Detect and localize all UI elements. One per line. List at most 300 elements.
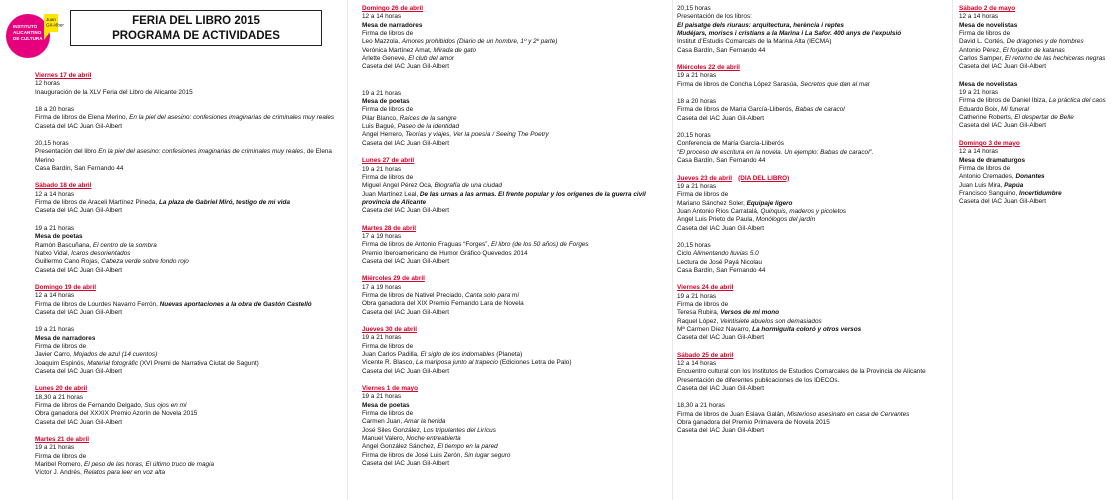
schedule-line <box>959 114 1116 122</box>
schedule-line <box>677 402 947 410</box>
text-span: 19 a 21 horas <box>35 326 75 334</box>
schedule-line <box>35 309 345 317</box>
text-span: Caseta del IAC Juan Gil-Albert <box>677 385 765 393</box>
spacer <box>677 166 947 175</box>
text-span: Javier Carro, <box>35 351 74 359</box>
day-heading <box>362 385 670 393</box>
text-span: Misterioso asesinato en casa de Cervantes <box>787 410 910 418</box>
text-span: Caseta del IAC Juan Gil-Albert <box>362 257 450 265</box>
schedule-line <box>677 149 947 157</box>
schedule-column-3 <box>677 5 947 500</box>
schedule-line <box>677 183 947 191</box>
text-span: Ángel González Sánchez, <box>362 443 438 451</box>
text-span: 17 a 19 horas <box>362 232 402 240</box>
text-span: Ángel Herrero, <box>362 131 406 139</box>
spacer <box>959 72 1116 81</box>
day-heading <box>677 175 947 183</box>
text-span: Raíces de la sangre <box>399 114 457 122</box>
schedule-line <box>959 63 1116 71</box>
logo-text-right-2: Gil-Albert <box>46 22 64 28</box>
schedule-line <box>677 419 947 427</box>
text-span: El club del amor <box>408 55 455 63</box>
schedule-line <box>35 301 345 309</box>
schedule-line <box>35 106 345 114</box>
text-span: 19 a 21 horas <box>35 444 75 452</box>
schedule-line <box>677 47 947 55</box>
text-span: Firma de libros de José Luis Zerón, <box>362 451 464 459</box>
text-span: Firma de libros de <box>362 173 414 181</box>
text-span: Merino <box>35 156 55 164</box>
text-span: Babas de caracol <box>795 106 845 114</box>
text-span: Mesa de narradores <box>35 334 96 342</box>
logo-text-left-2: ALICANTINO <box>13 30 42 35</box>
text-span: Antonio Pérez, <box>959 46 1003 54</box>
schedule-line <box>362 199 670 207</box>
text-span: Carmen Juan, <box>362 418 404 426</box>
text-span: (Planeta) <box>494 351 523 359</box>
schedule-line <box>959 122 1116 130</box>
schedule-line <box>35 199 345 207</box>
text-span: Presentación de los libros: <box>677 13 752 21</box>
schedule-line <box>362 343 670 351</box>
text-span: Mesa de dramaturgos <box>959 156 1026 164</box>
text-span: Firma de libros de <box>35 342 87 350</box>
day-note: (DÍA DEL LIBRO) <box>738 174 790 182</box>
text-span: 19 a 21 horas <box>677 182 717 190</box>
text-span: Miguel Ángel Pérez Oca, <box>362 182 435 190</box>
text-span: Casa Bardín, San Fernando 44 <box>677 46 766 54</box>
schedule-line <box>959 89 1116 97</box>
text-span: Catherine Roberts, <box>959 114 1015 122</box>
schedule-line <box>677 38 947 46</box>
spacer <box>35 317 345 326</box>
schedule-line <box>677 106 947 114</box>
text-span: De dragones y de hombres <box>1006 38 1084 46</box>
spacer <box>362 72 670 81</box>
schedule-line <box>677 225 947 233</box>
text-span: Casa Bardín, San Fernando 44 <box>677 157 766 165</box>
schedule-line <box>362 22 670 30</box>
schedule-line <box>362 63 670 71</box>
text-span: Manuel Valero, <box>362 435 407 443</box>
text-span: Mesa de poetas <box>362 401 410 409</box>
text-span: Miércoles 29 de abril <box>362 275 425 283</box>
text-span: En la piel del asesino: confesiones imaginarias de criminales muy reales <box>98 148 304 156</box>
schedule-line <box>35 444 345 452</box>
text-span: Casa Bardín, San Fernando 44 <box>677 266 766 274</box>
text-span: 18,30 a 21 horas <box>677 402 725 410</box>
text-span: Firma de libros de <box>362 410 414 418</box>
text-span: Los tripulantes del Lirícus <box>423 426 496 434</box>
schedule-line <box>35 233 345 241</box>
text-span: Caseta del IAC Juan Gil-Albert <box>677 114 765 122</box>
text-span: Monólogos del jardín <box>755 216 816 224</box>
schedule-line <box>362 443 670 451</box>
spacer <box>959 131 1116 140</box>
day-heading <box>677 64 947 72</box>
schedule-line <box>959 106 1116 114</box>
text-span: Obra ganadora del XXXIX Premio Azorín de Novela 2015 <box>35 410 198 418</box>
text-span: Canta solo para mí <box>465 291 520 299</box>
text-span: Teresa Rubira, <box>677 309 721 317</box>
text-span: Caseta del IAC Juan Gil-Albert <box>959 63 1047 71</box>
text-span: (Ediciones Letra de Palo) <box>497 359 572 367</box>
text-span: Firma de libros de <box>362 106 414 114</box>
schedule-line <box>35 89 345 97</box>
text-span: Mesa de novelistas <box>959 80 1018 88</box>
text-span: Caseta del IAC Juan Gil-Albert <box>35 266 123 274</box>
text-span: Sin lugar seguro <box>463 451 511 459</box>
schedule-line <box>677 242 947 250</box>
day-heading <box>959 5 1116 13</box>
text-span: David L. Cortés, <box>959 38 1007 46</box>
text-span: Amores prohibidos (Diario de un hombre, 1º y 2º parte) <box>401 38 558 46</box>
text-span: Mudéjars, moriscs i cristians a la Marina i La Safor. 400 anys de l’expulsió <box>677 30 902 38</box>
spacer <box>35 376 345 385</box>
spacer <box>35 275 345 284</box>
schedule-line <box>362 55 670 63</box>
text-span: Eduardo Boix, <box>959 105 1001 113</box>
text-span: Sábado 18 de abril <box>35 182 92 190</box>
text-span: Ángel Luis Prieto de Paula, <box>677 216 756 224</box>
day-heading <box>362 326 670 334</box>
day-heading <box>677 284 947 292</box>
schedule-line <box>677 377 947 385</box>
text-span: Luis Bagué, <box>362 123 398 131</box>
schedule-column-1 <box>35 72 345 500</box>
schedule-line <box>35 453 345 461</box>
schedule-line <box>677 13 947 21</box>
text-span: 12 a 14 horas <box>35 190 75 198</box>
column-divider <box>347 0 348 500</box>
schedule-line <box>362 334 670 342</box>
spacer <box>362 317 670 326</box>
text-span: Firma de libros de <box>959 30 1011 38</box>
column-divider <box>672 0 673 500</box>
text-span: Caseta del IAC Juan Gil-Albert <box>35 122 123 130</box>
text-span: 18 a 20 horas <box>677 98 717 106</box>
schedule-line <box>362 47 670 55</box>
schedule-line <box>677 216 947 224</box>
spacer <box>35 131 345 140</box>
schedule-line <box>677 259 947 267</box>
schedule-line <box>35 292 345 300</box>
text-span: Mesa de poetas <box>362 98 410 106</box>
text-span: Versos de mi mono <box>720 309 780 317</box>
schedule-line <box>362 460 670 468</box>
text-span: Domingo 26 de abril <box>362 5 424 12</box>
day-heading <box>959 140 1116 148</box>
schedule-line <box>677 267 947 275</box>
schedule-line <box>677 157 947 165</box>
text-span: 18,30 a 21 horas <box>35 393 83 401</box>
schedule-line <box>362 38 670 46</box>
text-span: “El proceso de escritura en la novela. Un ejemplo: Babas de caracol”. <box>677 148 874 156</box>
text-span: Caseta del IAC Juan Gil-Albert <box>362 139 450 147</box>
schedule-line <box>677 140 947 148</box>
schedule-line <box>959 157 1116 165</box>
day-heading <box>362 5 670 13</box>
day-heading <box>362 225 670 233</box>
text-span: Secretos que dan al mar <box>800 80 870 88</box>
spacer <box>677 123 947 132</box>
schedule-line <box>362 435 670 443</box>
schedule-line <box>959 182 1116 190</box>
text-span: Mirada de gato <box>433 46 477 54</box>
text-span: (XVI Premi de Narrativa Ciutat de Sagunt) <box>138 359 259 367</box>
text-span: Firma de libros de Lourdes Navarro Ferrón, <box>35 300 160 308</box>
schedule-line <box>362 233 670 241</box>
text-span: Relatos para leer en voz alta <box>83 469 166 477</box>
text-span: De las urnas a las armas. El frente popular y los orígenes de la guerra civil <box>419 190 646 198</box>
schedule-line <box>362 284 670 292</box>
text-span: Obra ganadora del Premio Primavera de Novela 2015 <box>677 419 830 427</box>
text-span: Institut d’Estudis Comarcals de la Marina Alta (IECMA) <box>677 38 832 46</box>
schedule-line <box>362 393 670 401</box>
text-span: El peso de las horas, El último truco de magia <box>84 461 215 469</box>
text-span: Paseo de la identidad <box>397 123 460 131</box>
text-span: 19 a 21 horas <box>677 292 717 300</box>
spacer <box>677 343 947 352</box>
text-span: Caseta del IAC Juan Gil-Albert <box>35 207 123 215</box>
day-heading <box>35 182 345 190</box>
schedule-line <box>362 427 670 435</box>
text-span: Firma de libros de <box>362 342 414 350</box>
schedule-line <box>959 30 1116 38</box>
text-span: Ramón Bascuñana, <box>35 241 93 249</box>
schedule-line <box>362 452 670 460</box>
text-span: Sus ojos en mí <box>144 402 187 409</box>
text-span: Caseta del IAC Juan Gil-Albert <box>362 308 450 316</box>
text-span: El siglo de los indomables <box>420 351 495 359</box>
text-span: La plaza de Gabriel Miró, testigo de mi vida <box>158 199 291 207</box>
schedule-line <box>677 301 947 309</box>
text-span: El forjador de katanas <box>1002 46 1065 54</box>
text-span: Premio Iberoamericano de Humor Gráfico Quevedos 2014 <box>362 249 528 257</box>
day-heading <box>35 72 345 80</box>
schedule-line <box>362 182 670 190</box>
text-span: Donantes <box>1015 173 1045 181</box>
text-span: Firma de libros de Juan Eslava Galán, <box>677 410 788 418</box>
text-span: Juan Antonio Ríos Carratalá, <box>677 207 761 215</box>
text-span: Teorías y viajes, Ver la poesía / Seeing The Poetry <box>405 131 549 139</box>
text-span: Alimentando lluvias 5.0 <box>692 250 759 258</box>
schedule-line <box>677 318 947 326</box>
schedule-line <box>362 106 670 114</box>
schedule-line <box>959 198 1116 206</box>
schedule-line <box>35 335 345 343</box>
text-span: Mesa de poetas <box>35 233 83 241</box>
text-span: Juan Luis Mira, <box>959 181 1005 189</box>
schedule-line <box>677 5 947 13</box>
text-span: Francisco Sanguino, <box>959 189 1020 197</box>
text-span: Carlos Samper, <box>959 55 1005 63</box>
logo-text-left-1: INSTITUTO <box>13 24 38 29</box>
schedule-line <box>959 81 1116 89</box>
text-span: 19 a 21 horas <box>35 224 75 232</box>
text-span: Raquel López, <box>677 317 720 325</box>
spacer <box>362 216 670 225</box>
schedule-line <box>362 131 670 139</box>
schedule-line <box>35 419 345 427</box>
text-span: Caseta del IAC Juan Gil-Albert <box>362 63 450 71</box>
text-span: Pilar Blanco, <box>362 114 400 122</box>
text-span: Martes 21 de abril <box>35 436 89 444</box>
schedule-line <box>35 207 345 215</box>
text-span: La hormiguita coloró y otros versos <box>752 326 862 333</box>
spacer <box>677 233 947 242</box>
schedule-line <box>677 191 947 199</box>
schedule-line <box>677 385 947 393</box>
schedule-line <box>677 427 947 435</box>
text-span: Mesa de novelistas <box>959 21 1018 29</box>
schedule-line <box>362 309 670 317</box>
schedule-line <box>677 411 947 419</box>
spacer <box>35 173 345 182</box>
text-span: Firma de libros de Daniel Ibiza, <box>959 97 1049 105</box>
schedule-line <box>362 123 670 131</box>
schedule-line <box>362 258 670 266</box>
svg-text:Juan Gil-Albert <box>46 17 64 28</box>
text-span: Joaquim Espinós, <box>35 359 88 367</box>
schedule-line <box>35 469 345 477</box>
text-span: Firma de libros de María García-Lliberós, <box>677 106 796 114</box>
text-span: Guillermo Cano Rojas, <box>35 258 102 266</box>
schedule-line <box>959 47 1116 55</box>
text-span: Miércoles 22 de abril <box>677 64 740 72</box>
text-span: Firma de libros de <box>362 30 414 38</box>
text-span: Domingo 3 de mayo <box>959 139 1020 147</box>
text-span: Firma de libros de <box>677 300 729 308</box>
schedule-line <box>35 157 345 165</box>
schedule-line <box>35 343 345 351</box>
text-span: Caseta del IAC Juan Gil-Albert <box>362 460 450 468</box>
text-span: Verónica Martínez Amat, <box>362 46 434 54</box>
schedule-line <box>677 326 947 334</box>
schedule-line <box>35 360 345 368</box>
text-span: Viernes 1 de mayo <box>362 385 419 393</box>
spacer <box>35 97 345 106</box>
text-span: Caseta del IAC Juan Gil-Albert <box>677 427 765 435</box>
text-span: Conferencia de María García-Lliberós <box>677 140 784 148</box>
text-span: El tiempo en la pared <box>437 443 498 451</box>
text-span: Jueves 30 de abril <box>362 326 418 333</box>
schedule-line <box>35 410 345 418</box>
text-span: Arlette Geneve, <box>362 55 409 63</box>
text-span: Caseta del IAC Juan Gil-Albert <box>35 418 123 426</box>
text-span: 19 a 21 horas <box>959 89 999 97</box>
text-span: Lectura de José Payá Nicolau <box>677 258 762 266</box>
text-span: 20,15 horas <box>677 5 711 12</box>
schedule-line <box>677 293 947 301</box>
schedule-line <box>35 326 345 334</box>
text-span: Caseta del IAC Juan Gil-Albert <box>959 122 1047 130</box>
text-span: Caseta del IAC Juan Gil-Albert <box>35 367 123 375</box>
text-span: Sábado 25 de abril <box>677 351 734 359</box>
page-subtitle: PROGRAMA DE ACTIVIDADES <box>112 30 280 42</box>
schedule-line <box>35 225 345 233</box>
schedule-line <box>677 208 947 216</box>
text-span: Nuevas aportaciones a la obra de Gastón Castelló <box>159 300 312 308</box>
schedule-line <box>677 360 947 368</box>
schedule-line <box>35 267 345 275</box>
text-span: 12 a 14 horas <box>677 360 717 368</box>
text-span: Presentación de diferentes publicaciones de los IDECOs. <box>677 376 840 384</box>
schedule-line <box>35 123 345 131</box>
text-span: Firma de libros de Fernando Delgado, <box>35 402 145 409</box>
schedule-line <box>362 13 670 21</box>
day-heading <box>362 275 670 283</box>
schedule-line <box>35 394 345 402</box>
text-span: Biografía de una ciudad <box>434 182 502 190</box>
text-span: 17 a 19 horas <box>362 283 402 291</box>
text-span: Antonio Cremades, <box>959 173 1016 181</box>
schedule-line <box>35 258 345 266</box>
title-box <box>70 10 322 46</box>
text-span: Martes 28 de abril <box>362 224 416 232</box>
text-span: 20,15 horas <box>35 140 69 148</box>
schedule-line <box>35 250 345 258</box>
schedule-column-2 <box>362 5 670 500</box>
schedule-line <box>362 140 670 148</box>
page-title: FERIA DEL LIBRO 2015 <box>132 15 260 27</box>
day-heading <box>35 284 345 292</box>
logo-text-right-1: Juan <box>46 17 56 22</box>
spacer <box>362 376 670 385</box>
text-span: Firma de libros de Nativel Preciado, <box>362 291 466 299</box>
text-span: Encuentro cultural con los Institutos de Estudios Comarcales de la Provincia de Alicante <box>677 368 926 376</box>
schedule-column-4 <box>959 5 1116 500</box>
text-span: , de Elena <box>303 148 332 156</box>
schedule-line <box>362 241 670 249</box>
text-span: El despertar de Belle <box>1014 114 1074 122</box>
schedule-line <box>362 115 670 123</box>
schedule-line <box>677 334 947 342</box>
text-span: 12 a 14 horas <box>35 292 75 300</box>
schedule-line <box>959 13 1116 21</box>
schedule-line <box>677 309 947 317</box>
text-span: Víctor J. Andrés, <box>35 469 84 477</box>
schedule-line <box>677 81 947 89</box>
day-heading <box>35 385 345 393</box>
schedule-line <box>362 166 670 174</box>
text-span: Firma de libros de <box>677 191 729 199</box>
text-span: Viernes 24 de abril <box>677 284 734 292</box>
text-span: 20,15 horas <box>677 132 711 140</box>
schedule-line <box>362 292 670 300</box>
schedule-line <box>959 55 1116 63</box>
schedule-line <box>35 114 345 122</box>
schedule-line <box>959 173 1116 181</box>
text-span: Sábado 2 de mayo <box>959 5 1016 12</box>
text-span: Caseta del IAC Juan Gil-Albert <box>959 198 1047 206</box>
schedule-line <box>362 351 670 359</box>
schedule-line <box>677 115 947 123</box>
text-span: El libro (de los 50 años) de Forges <box>490 241 589 249</box>
iac-logo <box>4 6 64 72</box>
text-span: 12 a 14 horas <box>362 13 402 21</box>
text-span: El retorno de las hechiceras negras <box>1004 55 1106 63</box>
text-span: Caseta del IAC Juan Gil-Albert <box>362 207 450 215</box>
text-span: 19 a 21 horas <box>362 334 402 342</box>
text-span: Vicente R. Blasco, <box>362 359 416 367</box>
schedule-line <box>362 300 670 308</box>
text-span: Quinquis, maderos y picoletos <box>760 207 847 215</box>
schedule-line <box>677 72 947 80</box>
text-span: Papúa <box>1004 181 1024 189</box>
text-span: La mariposa junto al trapecio <box>415 359 498 367</box>
schedule-line <box>35 461 345 469</box>
